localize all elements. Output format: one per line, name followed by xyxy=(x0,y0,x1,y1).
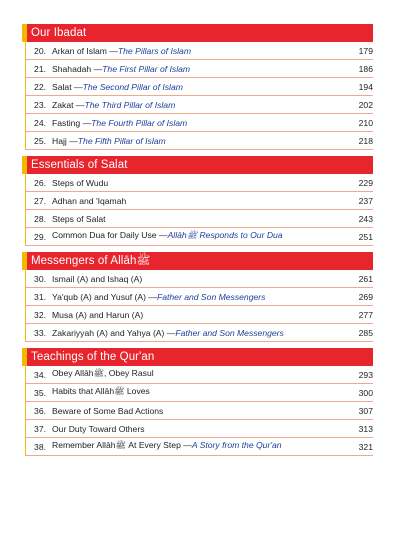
entry-title: Adhan and 'Iqamah xyxy=(52,195,127,206)
toc-entry[interactable] xyxy=(25,228,373,246)
entry-subtitle: The Second Pillar of Islam xyxy=(82,81,183,92)
entry-number: 31. xyxy=(34,291,46,302)
entry-number: 26. xyxy=(34,177,46,188)
entry-page: 321 xyxy=(358,441,373,452)
entry-page: 229 xyxy=(358,177,373,188)
toc-entry[interactable] xyxy=(25,420,373,438)
entry-title: Ya'qub (A) and Yusuf (A) — xyxy=(52,291,157,302)
entry-title: Salat — xyxy=(52,81,83,92)
table-of-contents xyxy=(22,24,373,462)
toc-entry[interactable] xyxy=(25,288,373,306)
section-title: Teachings of the Qur'an xyxy=(31,351,155,363)
entry-number: 28. xyxy=(34,213,46,224)
entry-subtitle: Father and Son Messengers xyxy=(175,327,284,338)
entry-page: 269 xyxy=(358,291,373,302)
toc-entry[interactable] xyxy=(25,270,373,288)
entry-page: 243 xyxy=(358,213,373,224)
toc-entry[interactable] xyxy=(25,114,373,132)
toc-entry[interactable] xyxy=(25,402,373,420)
toc-entry[interactable] xyxy=(25,438,373,456)
entry-page: 300 xyxy=(358,387,373,398)
entry-subtitle: A Story from the Qur'an xyxy=(191,440,282,450)
entry-title: Steps of Wudu xyxy=(52,177,109,188)
entry-page: 202 xyxy=(358,99,373,110)
entry-page: 307 xyxy=(358,405,373,416)
entry-title: Obey Allāhﷺ, Obey Rasul xyxy=(52,368,154,378)
entry-number: 34. xyxy=(34,369,46,380)
entry-number: 25. xyxy=(34,135,46,146)
toc-entry[interactable] xyxy=(25,174,373,192)
entry-title: Hajj — xyxy=(52,135,78,146)
entry-number: 36. xyxy=(34,405,46,416)
entry-title: Fasting — xyxy=(52,117,92,128)
entry-number: 33. xyxy=(34,327,46,338)
toc-entry[interactable] xyxy=(25,384,373,402)
entry-page: 237 xyxy=(358,195,373,206)
entry-title: Steps of Salat xyxy=(52,213,106,224)
entry-number: 24. xyxy=(34,117,46,128)
entry-number: 27. xyxy=(34,195,46,206)
toc-entry[interactable] xyxy=(25,78,373,96)
entry-number: 38. xyxy=(34,441,46,452)
entry-title: Shahadah — xyxy=(52,63,103,74)
entry-number: 29. xyxy=(34,231,46,242)
entry-title: Zakariyyah (A) and Yahya (A) — xyxy=(52,327,176,338)
entry-page: 293 xyxy=(358,369,373,380)
toc-entry[interactable] xyxy=(25,306,373,324)
toc-entry[interactable] xyxy=(25,192,373,210)
entry-title: Musa (A) and Harun (A) xyxy=(52,309,144,320)
entry-page: 210 xyxy=(358,117,373,128)
section-title: Our Ibadat xyxy=(31,27,87,39)
entry-page: 186 xyxy=(358,63,373,74)
entry-title: Zakat — xyxy=(52,99,85,110)
toc-entry[interactable] xyxy=(25,96,373,114)
entry-title: Beware of Some Bad Actions xyxy=(52,405,164,416)
toc-entry[interactable] xyxy=(25,60,373,78)
entry-number: 22. xyxy=(34,81,46,92)
section-teachings-of-the-quran xyxy=(22,348,373,456)
entry-page: 251 xyxy=(358,231,373,242)
toc-entry[interactable] xyxy=(25,366,373,384)
section-header xyxy=(22,24,373,42)
entry-title: Our Duty Toward Others xyxy=(52,423,145,434)
entry-number: 35. xyxy=(34,387,46,398)
entry-page: 313 xyxy=(358,423,373,434)
entry-title: Habits that Allāhﷺ Loves xyxy=(52,386,150,396)
toc-entry[interactable] xyxy=(25,132,373,150)
entry-page: 285 xyxy=(358,327,373,338)
entry-number: 32. xyxy=(34,309,46,320)
entry-subtitle: The First Pillar of Islam xyxy=(102,63,191,74)
entry-page: 277 xyxy=(358,309,373,320)
entry-title: Ismail (A) and Ishaq (A) xyxy=(52,273,143,284)
entry-number: 20. xyxy=(34,45,46,56)
section-title: Essentials of Salat xyxy=(31,159,128,171)
entry-number: 37. xyxy=(34,423,46,434)
entry-subtitle: The Fifth Pillar of Islam xyxy=(77,135,166,146)
entry-number: 30. xyxy=(34,273,46,284)
entry-page: 194 xyxy=(358,81,373,92)
entry-subtitle: Father and Son Messengers xyxy=(156,291,266,302)
entry-subtitle: The Pillars of Islam xyxy=(117,45,191,56)
toc-entry[interactable] xyxy=(25,210,373,228)
entry-title: Remember Allāhﷺ At Every Step — xyxy=(52,440,192,450)
toc-entry[interactable] xyxy=(25,42,373,60)
entry-page: 179 xyxy=(358,45,373,56)
entry-number: 23. xyxy=(34,99,46,110)
section-messengers-of-allah xyxy=(22,252,373,342)
entry-subtitle: The Fourth Pillar of Islam xyxy=(91,117,188,128)
entry-number: 21. xyxy=(34,63,46,74)
section-essentials-of-salat xyxy=(22,156,373,246)
entry-page: 261 xyxy=(358,273,373,284)
entry-page: 218 xyxy=(358,135,373,146)
entry-title: Common Dua for Daily Use — xyxy=(52,230,168,240)
section-header xyxy=(22,348,373,366)
section-header xyxy=(22,156,373,174)
toc-entry[interactable] xyxy=(25,324,373,342)
entry-title: Arkan of Islam — xyxy=(52,45,118,56)
section-title: Messengers of Allāhﷺ xyxy=(31,254,151,267)
section-header xyxy=(22,252,373,270)
entry-subtitle: The Third Pillar of Islam xyxy=(84,99,176,110)
entry-subtitle: Allāhﷺ Responds to Our Dua xyxy=(167,230,283,240)
section-our-ibadat xyxy=(22,24,373,150)
